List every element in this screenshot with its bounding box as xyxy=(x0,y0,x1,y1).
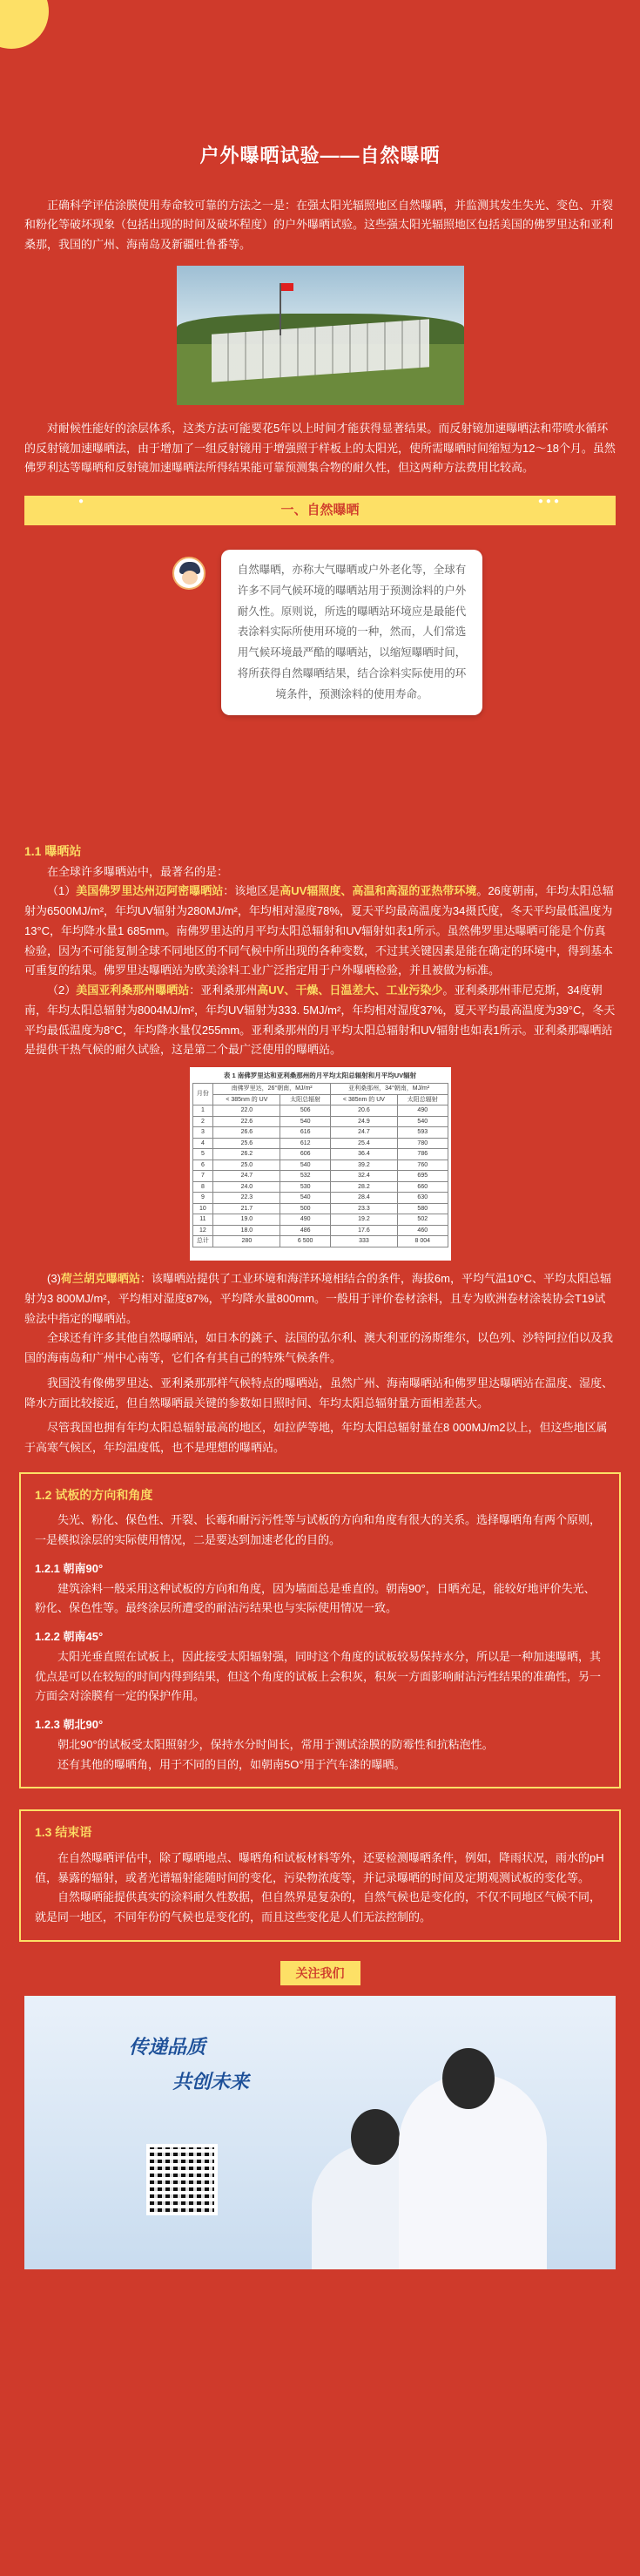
s2-1-text: 建筑涂料一般采用这种试板的方向和角度，因为墙面总是垂直的。朝南90°，日晒充足，能较好地评价失光、粉化、保色性等。最终涂层所遭受的耐沾污结果也与实际使用情况一致。 xyxy=(35,1581,596,1615)
table-cell: 786 xyxy=(398,1149,448,1160)
table-cell: 28.2 xyxy=(330,1181,397,1193)
table-cell: 630 xyxy=(398,1193,448,1204)
table-cell: 18.0 xyxy=(213,1225,280,1236)
table-cell: 总计 xyxy=(192,1236,213,1247)
table-cell: 19.2 xyxy=(330,1214,397,1226)
table-row xyxy=(192,1138,448,1149)
table-cell: 12 xyxy=(192,1225,213,1236)
table-cell: 2 xyxy=(192,1116,213,1127)
table-cell: 6 xyxy=(192,1160,213,1171)
table-cell: 32.4 xyxy=(330,1171,397,1182)
table-cell: 25.4 xyxy=(330,1138,397,1149)
section-1-2-heading: 1.2 试板的方向和角度 xyxy=(35,1487,153,1502)
s1-paragraph-4: 全球还有许多其他自然曝晒站，如日本的銚子、法国的弘尔利、澳大利亚的汤斯维尔，以色列、沙特阿拉伯以及我国的海南岛和广州中心南等，它们各有其自己的特殊气候条件。 xyxy=(24,1331,614,1364)
table-cell: 532 xyxy=(280,1171,330,1182)
promo-slogan-1: 传递品质 xyxy=(129,2035,206,2059)
avatar-icon xyxy=(172,557,205,590)
table-caption: 表 1 南佛罗里达和亚利桑那州的月平均太阳总辐射和月平均UV辐射 xyxy=(223,1072,417,1079)
table-cell: 695 xyxy=(398,1171,448,1182)
table-cell: 19.0 xyxy=(213,1214,280,1226)
table-cell: 280 xyxy=(213,1236,280,1247)
table-row xyxy=(192,1214,448,1226)
section-1-3-heading: 1.3 结束语 xyxy=(35,1825,92,1840)
table-cell: 540 xyxy=(398,1116,448,1127)
table-cell: 26.2 xyxy=(213,1149,280,1160)
table-cell: 540 xyxy=(280,1160,330,1171)
table-cell: 7 xyxy=(192,1171,213,1182)
table-cell: 540 xyxy=(280,1116,330,1127)
s1-intro: 在全球许多曝晒站中，最著名的是： xyxy=(47,864,229,878)
exposure-site-photo xyxy=(177,266,464,405)
intro-paragraph: 正确科学评估涂膜使用寿命较可靠的方法之一是：在强太阳光辐照地区自然曝晒，并监测其发生失光、变色、开裂和粉化等破坏现象（包括出现的时间及破坏程度）的户外曝晒试验。这些强太阳光辐照地区包括美国的佛罗里达和亚利桑那，我国的广州、海南岛及新疆吐鲁番等。 xyxy=(24,198,614,251)
table-cell: 21.7 xyxy=(213,1203,280,1214)
s2-3-text: 朝北90°的试板受太阳照射少，保持水分时间长，常用于测试涂膜的防霉性和抗粘泡性。 xyxy=(57,1737,494,1751)
table-cell: 502 xyxy=(398,1214,448,1226)
table-cell: 8 004 xyxy=(398,1236,448,1247)
follow-us-button[interactable]: 关注我们 xyxy=(280,1961,360,1985)
table-cell: 530 xyxy=(280,1181,330,1193)
table-cell: 460 xyxy=(398,1225,448,1236)
section-1-2-box xyxy=(19,1472,621,1789)
s1-florida-paragraph: （1）美国佛罗里达州迈阿密曝晒站：该地区是高UV辐照度、高温和高湿的亚热带环境。26度朝南，年均太阳总辐射为6500MJ/m²，年均UV辐射为280MJ/m²，年均相对湿度78%，夏天平均最高温度为34摄氏度，冬天平均最低温度为13°C，年均降水量1 685mm。南佛罗里达的月平均太阳总辐射和UV辐射如表1所示。虽然佛罗里达曝晒可能是个仿真检验，因为不可能复制全球不同地区的不同气候中所出现的各种变数，不过其关键因素是能在确定的环境中，得到基本可重复的结果。佛罗里达曝晒站为欧美涂料工业广泛指定用于户外曝晒检验，并且被做为标准。 xyxy=(24,884,614,977)
s2-2-text: 太阳光垂直照在试板上，因此接受太阳辐射强，同时这个角度的试板较易保持水分，所以是一种加速曝晒，其优点是可以在较短的时间内得到结果，但这个角度的试板上会积灰，积灰一方面影响耐沾污性结果的准确性，另一方面会对涂膜有一定的保护作用。 xyxy=(35,1649,602,1703)
table-cell: 26.6 xyxy=(213,1127,280,1139)
table-cell: 36.4 xyxy=(330,1149,397,1160)
article-title: 户外曝晒试验——自然曝晒 xyxy=(199,145,441,166)
table-cell: 5 xyxy=(192,1149,213,1160)
table-cell: 3 xyxy=(192,1127,213,1139)
s1-netherlands-paragraph: (3)荷兰胡克曝晒站：该曝晒站提供了工业环境和海洋环境相结合的条件，海拔6m，平均气温10°C、平均太阳总辐射为3 800MJ/m²，平均相对湿度87%，平均降水量800mm。一般用于评价卷材涂料，且专为欧洲卷材涂装协会T19试验法中指定的曝晒站。 xyxy=(24,1272,612,1325)
table-cell: 490 xyxy=(280,1214,330,1226)
table-cell: 593 xyxy=(398,1127,448,1139)
promo-banner xyxy=(24,1996,616,2269)
s2-1-heading: 1.2.1 朝南90° xyxy=(35,1561,104,1575)
table-cell: 20.6 xyxy=(330,1105,397,1117)
table-cell: 780 xyxy=(398,1138,448,1149)
s3-paragraph-1: 在自然曝晒评估中，除了曝晒地点、曝晒角和试板材料等外，还要检测曝晒条件，例如，降雨状况，雨水的pH值，暴露的辐射，或者光谱辐射能随时间的变化，污染物浓度等，并记录曝晒的时间及定期观测试板的变化等。 xyxy=(35,1850,604,1884)
section-banner: 一、自然曝晒 ● ●●● xyxy=(24,496,616,525)
table-cell: 6 500 xyxy=(280,1236,330,1247)
table-cell: 25.6 xyxy=(213,1138,280,1149)
s1-arizona-paragraph: （2）美国亚利桑那州曝晒站：亚利桑那州高UV、干燥、日温差大、工业污染少。亚利桑那州菲尼克斯，34度朝南，年均太阳总辐射为8004MJ/m²，年均UV辐射为333. 5MJ/m²，年均相对湿度37%，夏天平均最高温度为39°C，冬天平均最低温度为8°C，年均降水量仅255mm。亚利桑那州的月平均太阳总辐射和UV辐射也如表1所示。亚利桑那曝晒站是提供干热气候的耐久试验，这是第二个最广泛使用的曝晒站。 xyxy=(24,984,616,1057)
table-cell: 22.6 xyxy=(213,1116,280,1127)
s1-paragraph-6: 尽管我国也拥有年均太阳总辐射最高的地区，如拉萨等地，年均太阳总辐射量在8 000MJ/m2以上，但这些地区属于高寒气候区，年均温度低，也不是理想的曝晒站。 xyxy=(24,1421,608,1454)
table-cell: 760 xyxy=(398,1160,448,1171)
qr-code-icon[interactable] xyxy=(146,2144,218,2215)
table-cell: 24.7 xyxy=(213,1171,280,1182)
s1-paragraph-5: 我国没有像佛罗里达、亚利桑那那样气候特点的曝晒站，虽然广州、海南曝晒站和佛罗里达曝晒站在温度、湿度、降水方面比较接近，但自然曝晒最关键的参数如日照时间、年均太阳总辐射量方面相差甚大。 xyxy=(24,1376,614,1410)
promo-slogan-2: 共创未来 xyxy=(172,2070,250,2093)
table-header-arizona: 亚利桑那州，34°朝南，MJ/m² xyxy=(330,1084,448,1095)
table-cell: 1 xyxy=(192,1105,213,1117)
table-cell: 23.3 xyxy=(330,1203,397,1214)
table-cell: 490 xyxy=(398,1105,448,1117)
table-header-month: 月份 xyxy=(192,1084,213,1105)
table-row xyxy=(192,1116,448,1127)
table-row xyxy=(192,1236,448,1247)
table-cell: 4 xyxy=(192,1138,213,1149)
table-row xyxy=(192,1193,448,1204)
s2-2-heading: 1.2.2 朝南45° xyxy=(35,1630,104,1643)
table-cell: 10 xyxy=(192,1203,213,1214)
table-cell: 25.0 xyxy=(213,1160,280,1171)
section-1-3-box xyxy=(19,1809,621,1942)
table-cell: 8 xyxy=(192,1181,213,1193)
quote-block xyxy=(24,550,616,820)
table-row xyxy=(192,1160,448,1171)
table-cell: 28.4 xyxy=(330,1193,397,1204)
table-cell: 486 xyxy=(280,1225,330,1236)
radiation-table: 表 1 南佛罗里达和亚利桑那州的月平均太阳总辐射和月平均UV辐射 月份 南佛罗里达，26°朝南，MJ/m² 亚利桑那州，34°朝南，MJ/m² < 385nm 的 UV 太阳总辐射 < 385nm 的 UV 太阳总辐射 1 22.0 506 20.6 490 2 22.6 540 24.9 540 3 26.6 616 24.7 593 4 25.6 612 25.4 780 5 26.2 606 36.4 786 6 25.0 540 39.2 760 7 24.7 532 32.4 695 8 24.0 530 28.2 660 9 22.3 540 28.4 630 10 21.7 500 23.3 580 11 19.0 490 19.2 502 12 18.0 486 17.6 460 总计 280 6 500 333 8 004 xyxy=(190,1067,451,1261)
table-cell: 24.0 xyxy=(213,1181,280,1193)
s2-intro: 失光、粉化、保色性、开裂、长霉和耐污污性等与试板的方向和角度有很大的关系。选择曝晒角有两个原则，一是模拟涂层的实际使用情况，二是要达到加速老化的目的。 xyxy=(35,1513,602,1546)
table-cell: 22.3 xyxy=(213,1193,280,1204)
table-cell: 660 xyxy=(398,1181,448,1193)
paragraph-2: 对耐候性能好的涂层体系，这类方法可能要花5年以上时间才能获得显著结果。而反射镜加速曝晒法和带喷水循环的反射镜加速曝晒法，由于增加了一组反射镜用于增强照于样板上的太阳光，使所需曝晒时间缩短为12～18个月。虽然佛罗利达等曝晒和反射镜加速曝晒法所得结果能可靠预测集合物的耐久性，但这两种方法费用比较高。 xyxy=(24,421,616,475)
table-cell: 612 xyxy=(280,1138,330,1149)
table-cell: 616 xyxy=(280,1127,330,1139)
section-1-1-heading: 1.1 曝晒站 xyxy=(24,844,82,858)
table-row xyxy=(192,1149,448,1160)
table-cell: 22.0 xyxy=(213,1105,280,1117)
table-row xyxy=(192,1105,448,1117)
table-cell: 333 xyxy=(330,1236,397,1247)
quote-bubble: 自然曝晒，亦称大气曝晒或户外老化等，全球有许多不同气候环境的曝晒站用于预测涂料的户外耐久性。原则说，所选的曝晒站环境应是最能代表涂料实际所使用环境的一种，然而，人们常选用气候环境最严酷的曝晒站，以缩短曝晒时间，将所获得自然曝晒结果，结合涂料实际使用的环境条件，预测涂料的使用寿命。 xyxy=(221,550,482,715)
section-banner-label: 一、自然曝晒 xyxy=(280,503,360,517)
table-cell: 540 xyxy=(280,1193,330,1204)
table-cell: 17.6 xyxy=(330,1225,397,1236)
table-cell: 606 xyxy=(280,1149,330,1160)
table-row xyxy=(192,1171,448,1182)
table-header-florida: 南佛罗里达，26°朝南，MJ/m² xyxy=(213,1084,331,1095)
s2-3-text-2: 还有其他的曝晒角，用于不同的目的，如朝南5O°用于汽车漆的曝晒。 xyxy=(57,1757,406,1771)
table-cell: 580 xyxy=(398,1203,448,1214)
table-cell: 9 xyxy=(192,1193,213,1204)
table-cell: 39.2 xyxy=(330,1160,397,1171)
table-row xyxy=(192,1127,448,1139)
table-row xyxy=(192,1203,448,1214)
table-cell: 11 xyxy=(192,1214,213,1226)
table-cell: 24.7 xyxy=(330,1127,397,1139)
table-cell: 24.9 xyxy=(330,1116,397,1127)
table-cell: 500 xyxy=(280,1203,330,1214)
table-cell: 506 xyxy=(280,1105,330,1117)
s2-3-heading: 1.2.3 朝北90° xyxy=(35,1718,104,1731)
table-row xyxy=(192,1225,448,1236)
table-row xyxy=(192,1181,448,1193)
s3-paragraph-2: 自然曝晒能提供真实的涂料耐久性数据，但自然界是复杂的，自然气候也是变化的，不仅不同地区气候不同，就是同一地区，不同年份的气候也是变化的，而且这些变化是人们无法控制的。 xyxy=(35,1890,602,1924)
